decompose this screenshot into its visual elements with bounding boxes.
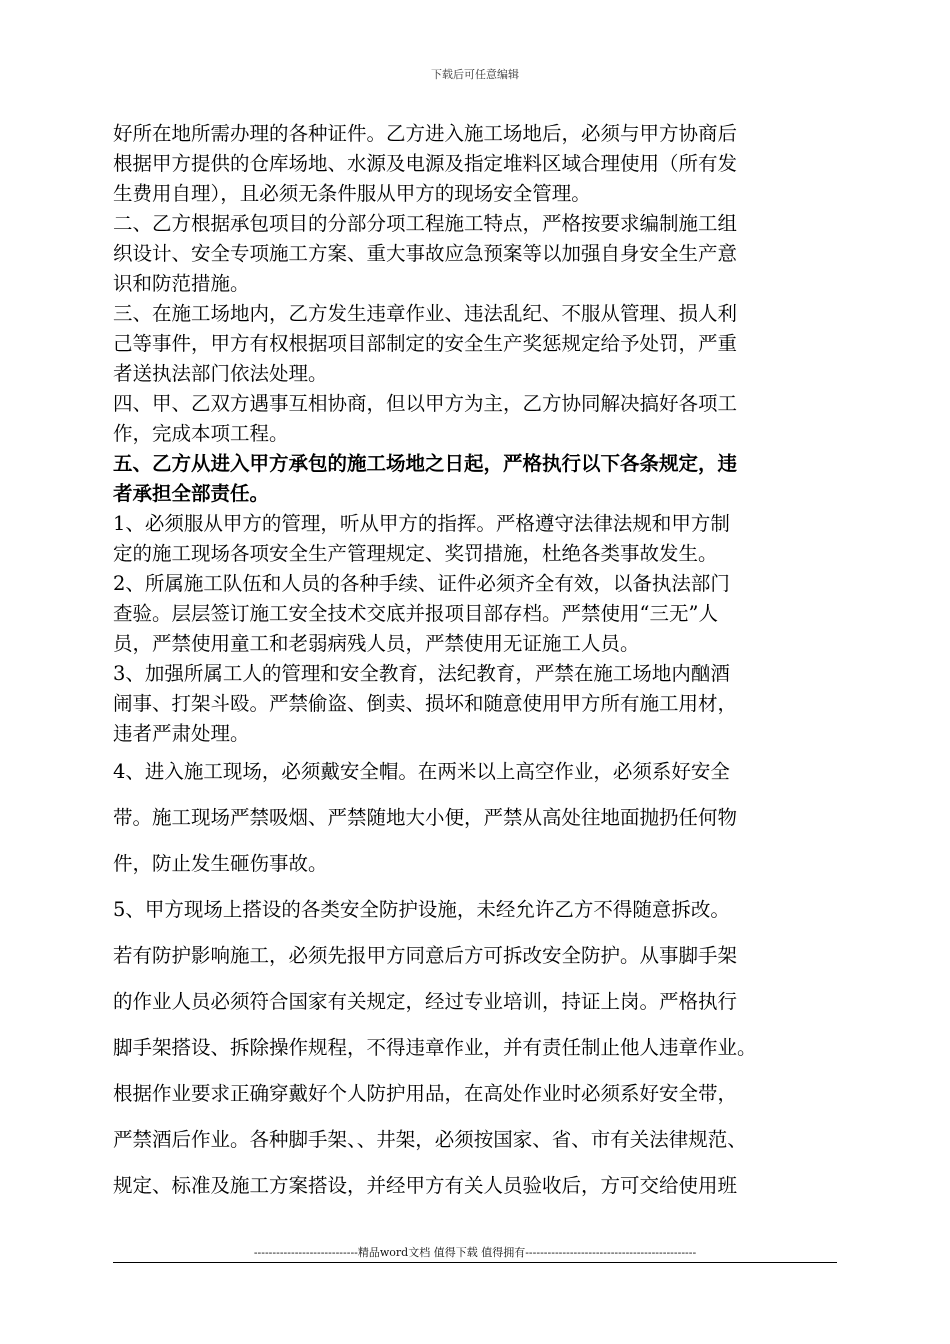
text-line: 员，严禁使用童工和老弱病残人员，严禁使用无证施工人员。	[113, 632, 640, 655]
document-body	[113, 119, 843, 1209]
paragraph-p-rule-1	[113, 509, 843, 569]
footer-divider	[113, 1262, 837, 1263]
page-footer: ----------------------------精品word文档 值得下载 值得拥有----------------------------------------------	[253, 1246, 697, 1259]
text-line: 织设计、安全专项施工方案、重大事故应急预案等以加强自身安全生产意	[113, 242, 738, 265]
text-line: 好所在地所需办理的各种证件。乙方进入施工场地后，必须与甲方协商后	[113, 122, 738, 145]
text-line: 查验。层层签订施工安全技术交底并报项目部存档。严禁使用“三无”人	[113, 602, 718, 625]
text-line: 生费用自理），且必须无条件服从甲方的现场安全管理。	[113, 182, 591, 205]
text-line: 严禁酒后作业。各种脚手架、、井架，必须按国家、省、市有关法律规范、	[113, 1128, 747, 1151]
text-line: 违者严肃处理。	[113, 722, 250, 745]
text-line: 1、必须服从甲方的管理，听从甲方的指挥。严格遵守法律法规和甲方制	[113, 512, 730, 535]
text-line: 作，完成本项工程。	[113, 422, 289, 445]
text-line: 3、加强所属工人的管理和安全教育，法纪教育，严禁在施工场地内酗酒	[113, 662, 730, 685]
text-line: 件，防止发生砸伤事故。	[113, 852, 328, 875]
text-line: 己等事件，甲方有权根据项目部制定的安全生产奖惩规定给予处罚，严重	[113, 332, 738, 355]
page-header: 下载后可任意编辑	[431, 68, 519, 81]
text-line: 二、乙方根据承包项目的分部分项工程施工特点，严格按要求编制施工组	[113, 212, 738, 235]
text-line: 三、在施工场地内，乙方发生违章作业、违法乱纪、不服从管理、损人利	[113, 302, 738, 325]
paragraph-p-5	[113, 449, 843, 509]
paragraph-p-3	[113, 299, 843, 389]
text-line: 脚手架搭设、拆除操作规程，不得违章作业，并有责任制止他人违章作业。	[113, 1036, 757, 1059]
text-line: 根据作业要求正确穿戴好个人防护用品，在高处作业时必须系好安全带，	[113, 1082, 738, 1105]
text-line: 若有防护影响施工，必须先报甲方同意后方可拆改安全防护。从事脚手架	[113, 944, 738, 967]
text-line: 闹事、打架斗殴。严禁偷盗、倒卖、损坏和随意使用甲方所有施工用材，	[113, 692, 738, 715]
paragraph-p-2	[113, 209, 843, 299]
paragraph-p-rule-2	[113, 569, 843, 659]
text-line: 四、甲、乙双方遇事互相协商，但以甲方为主，乙方协同解决搞好各项工	[113, 392, 738, 415]
text-line: 的作业人员必须符合国家有关规定，经过专业培训，持证上岗。严格执行	[113, 990, 738, 1013]
text-line: 4、进入施工现场，必须戴安全帽。在两米以上高空作业，必须系好安全	[113, 760, 730, 783]
paragraph-p-rule-3	[113, 659, 843, 749]
text-line: 2、所属施工队伍和人员的各种手续、证件必须齐全有效，以备执法部门	[113, 572, 730, 595]
text-line: 5、甲方现场上搭设的各类安全防护设施，未经允许乙方不得随意拆改。	[113, 898, 730, 921]
text-line: 识和防范措施。	[113, 272, 250, 295]
text-line: 五、乙方从进入甲方承包的施工场地之日起，严格执行以下各条规定，违	[113, 452, 738, 475]
text-line: 根据甲方提供的仓库场地、水源及电源及指定堆料区域合理使用（所有发	[113, 152, 738, 175]
text-line: 带。施工现场严禁吸烟、严禁随地大小便，严禁从高处往地面抛扔任何物	[113, 806, 738, 829]
paragraph-p-intro	[113, 119, 843, 209]
paragraph-p-4	[113, 389, 843, 449]
text-line: 定的施工现场各项安全生产管理规定、奖罚措施，杜绝各类事故发生。	[113, 542, 718, 565]
text-line: 者送执法部门依法处理。	[113, 362, 328, 385]
paragraph-p-rule-4	[113, 749, 843, 887]
text-line: 规定、标准及施工方案搭设，并经甲方有关人员验收后，方可交给使用班	[113, 1174, 738, 1197]
text-line: 者承担全部责任。	[113, 482, 270, 505]
paragraph-p-rule-5	[113, 887, 843, 1209]
